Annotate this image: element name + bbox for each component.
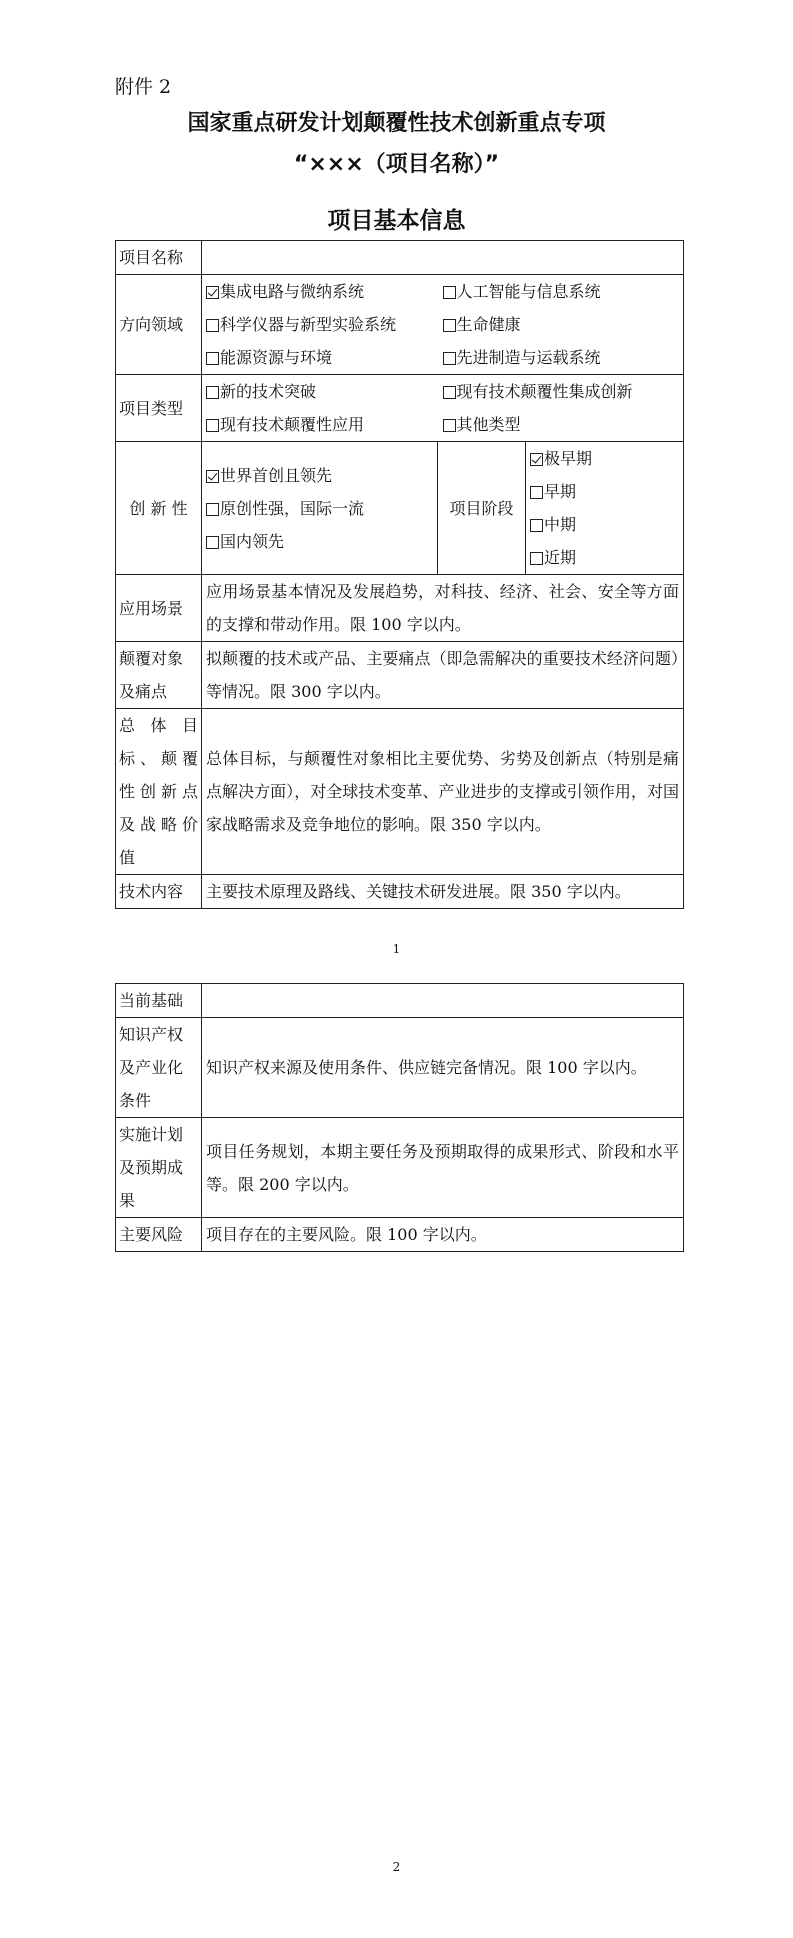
type-option[interactable]: 新的技术突破 <box>206 375 443 408</box>
innovation-option[interactable]: 原创性强，国际一流 <box>206 492 433 525</box>
checkbox-icon[interactable] <box>206 386 219 399</box>
innovation-option[interactable]: 国内领先 <box>206 525 433 558</box>
basis-text[interactable] <box>202 984 684 1018</box>
direction-label: 方向领域 <box>116 275 202 375</box>
checkbox-icon[interactable] <box>530 486 543 499</box>
checkbox-icon[interactable] <box>443 419 456 432</box>
row-scenario <box>116 575 684 642</box>
checkbox-icon[interactable] <box>206 352 219 365</box>
page-number: 1 <box>392 942 401 956</box>
row-target <box>116 642 684 709</box>
basis-label: 当前基础 <box>116 984 202 1018</box>
stage-option[interactable]: 近期 <box>530 541 679 574</box>
direction-option[interactable]: 生命健康 <box>443 308 680 341</box>
direction-options <box>202 275 684 375</box>
type-option[interactable]: 现有技术颠覆性应用 <box>206 408 443 441</box>
section-title: 项目基本信息 <box>327 208 466 234</box>
plan-label: 实施计划及预期成果 <box>116 1118 202 1218</box>
risk-label: 主要风险 <box>116 1218 202 1252</box>
checkbox-icon[interactable] <box>206 503 219 516</box>
direction-option[interactable]: 先进制造与运载系统 <box>443 341 680 374</box>
document-title: 国家重点研发计划颠覆性技术创新重点专项 <box>187 111 606 136</box>
tech-label: 技术内容 <box>116 875 202 909</box>
checkbox-icon[interactable] <box>206 319 219 332</box>
innovation-options <box>202 442 438 575</box>
goal-label: 总 体 目标、颠覆性创新点及战略价值 <box>116 709 202 875</box>
checkbox-icon[interactable] <box>443 319 456 332</box>
ip-label: 知识产权及产业化条件 <box>116 1018 202 1118</box>
direction-option[interactable]: 能源资源与环境 <box>206 341 443 374</box>
basic-info-table <box>115 240 684 909</box>
basic-info-table-continued <box>115 983 684 1252</box>
direction-option[interactable]: 集成电路与微纳系统 <box>206 275 443 308</box>
project-type-label: 项目类型 <box>116 375 202 442</box>
scenario-text[interactable]: 应用场景基本情况及发展趋势，对科技、经济、社会、安全等方面的支撑和带动作用。限 100 字以内。 <box>202 575 684 642</box>
stage-option[interactable]: 极早期 <box>530 442 679 475</box>
innovation-option[interactable]: 世界首创且领先 <box>206 459 433 492</box>
target-label: 颠覆对象及痛点 <box>116 642 202 709</box>
page-number: 2 <box>392 1860 401 1874</box>
row-risk <box>116 1218 684 1252</box>
project-type-options <box>202 375 684 442</box>
type-option[interactable]: 现有技术颠覆性集成创新 <box>443 375 680 408</box>
stage-option[interactable]: 中期 <box>530 508 679 541</box>
project-name-title: “×××（项目名称）” <box>293 152 500 177</box>
row-tech <box>116 875 684 909</box>
checkbox-icon[interactable] <box>443 386 456 399</box>
target-text[interactable]: 拟颠覆的技术或产品、主要痛点（即急需解决的重要技术经济问题）等情况。限 300 字以内。 <box>202 642 684 709</box>
checkbox-checked-icon[interactable] <box>206 470 219 483</box>
checkbox-icon[interactable] <box>443 352 456 365</box>
attachment-label: 附件 2 <box>115 76 172 98</box>
checkbox-icon[interactable] <box>530 552 543 565</box>
checkbox-icon[interactable] <box>206 419 219 432</box>
project-name-label: 项目名称 <box>116 241 202 275</box>
stage-option[interactable]: 早期 <box>530 475 679 508</box>
row-innovation <box>116 442 684 575</box>
direction-option[interactable]: 科学仪器与新型实验系统 <box>206 308 443 341</box>
checkbox-icon[interactable] <box>443 286 456 299</box>
row-plan <box>116 1118 684 1218</box>
tech-text[interactable]: 主要技术原理及路线、关键技术研发进展。限 350 字以内。 <box>202 875 684 909</box>
project-name-value[interactable] <box>202 241 684 275</box>
type-option[interactable]: 其他类型 <box>443 408 680 441</box>
checkbox-icon[interactable] <box>530 519 543 532</box>
stage-options <box>526 442 684 575</box>
direction-option[interactable]: 人工智能与信息系统 <box>443 275 680 308</box>
checkbox-icon[interactable] <box>206 536 219 549</box>
ip-text[interactable]: 知识产权来源及使用条件、供应链完备情况。限 100 字以内。 <box>202 1018 684 1118</box>
scenario-label: 应用场景 <box>116 575 202 642</box>
row-project-type <box>116 375 684 442</box>
goal-text[interactable]: 总体目标，与颠覆性对象相比主要优势、劣势及创新点（特别是痛点解决方面），对全球技术变革、产业进步的支撑或引领作用，对国家战略需求及竞争地位的影响。限 350 字以内。 <box>202 709 684 875</box>
risk-text[interactable]: 项目存在的主要风险。限 100 字以内。 <box>202 1218 684 1252</box>
row-direction <box>116 275 684 375</box>
checkbox-checked-icon[interactable] <box>206 286 219 299</box>
innovation-label: 创 新 性 <box>116 442 202 575</box>
stage-label: 项目阶段 <box>438 442 526 575</box>
plan-text[interactable]: 项目任务规划，本期主要任务及预期取得的成果形式、阶段和水平等。限 200 字以内。 <box>202 1118 684 1218</box>
row-ip <box>116 1018 684 1118</box>
checkbox-checked-icon[interactable] <box>530 453 543 466</box>
row-basis <box>116 984 684 1018</box>
row-goal <box>116 709 684 875</box>
row-project-name <box>116 241 684 275</box>
